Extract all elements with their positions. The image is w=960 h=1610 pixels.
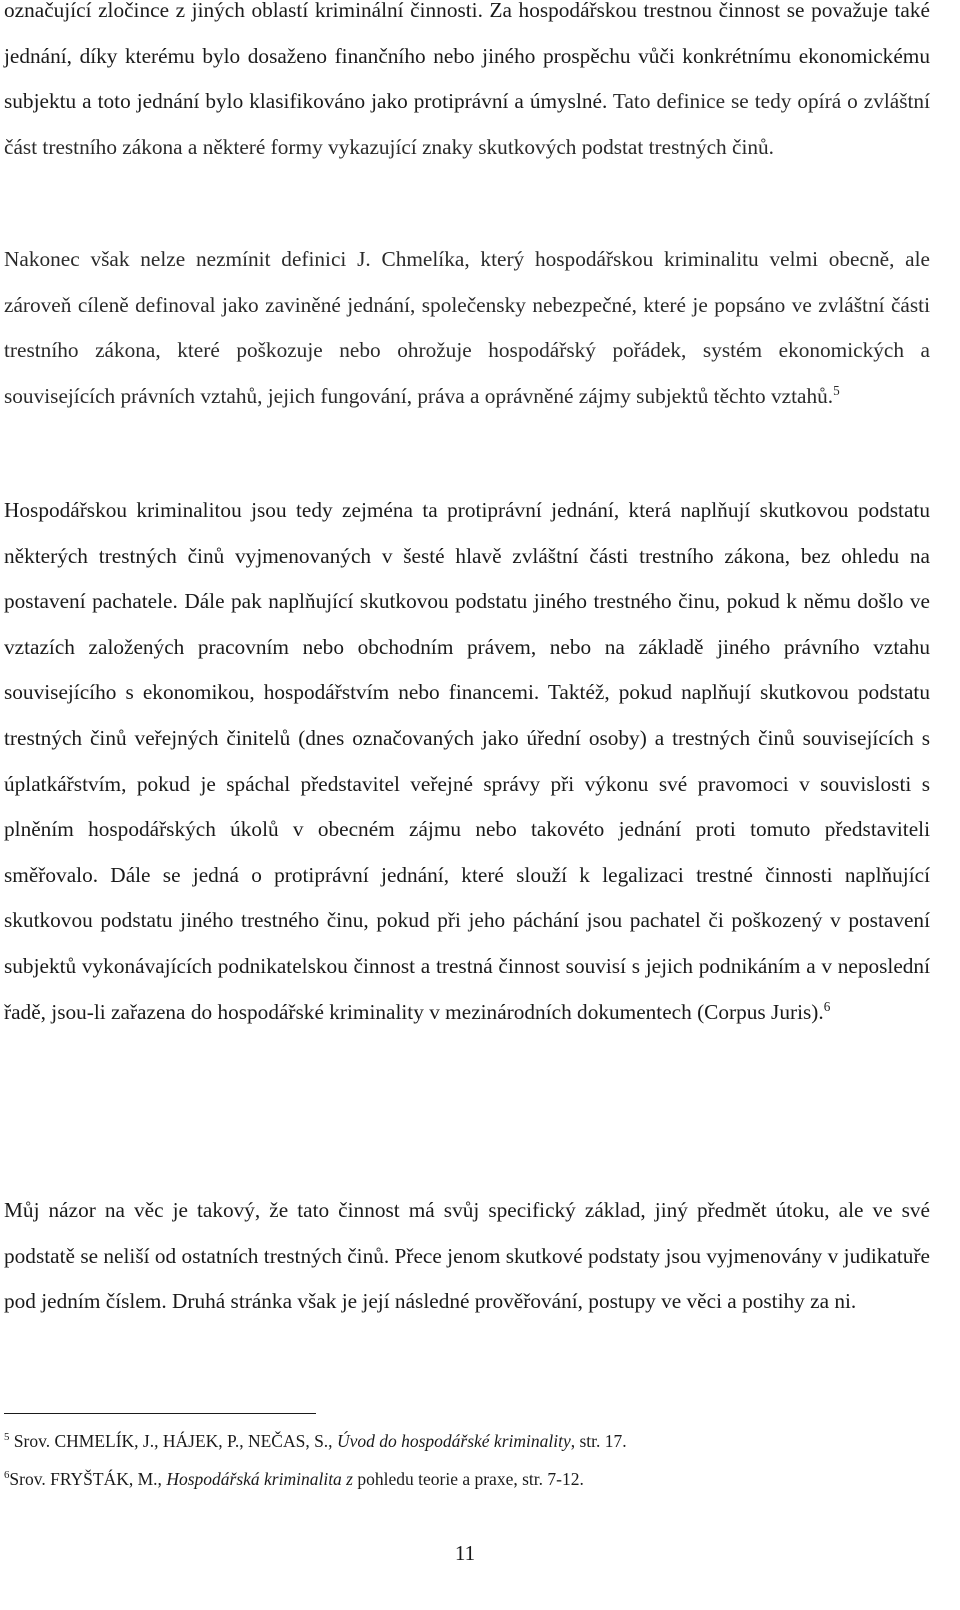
- paragraph-1-definition-text: Tato definice se tedy opírá o zvláštní část trestního zákona a některé formy vykazující znaky skutkových podstat trestných činů.: [4, 89, 931, 159]
- footnote-6-authors: Srov. FRYŠTÁK, M.,: [9, 1469, 167, 1489]
- footnote-5: [4, 1429, 934, 1453]
- paragraph-2: [4, 237, 930, 419]
- paragraph-3: [4, 488, 930, 1035]
- page-number: 11: [454, 1541, 476, 1565]
- paragraph-3-text: Hospodářskou kriminalitou jsou tedy zejména ta protiprávní jednání, která naplňují skutkovou podstatu některých trestných činů vyjmenovaných v šesté hlavě zvláštní části trestního zákona, bez ohledu na postavení pachatele. Dále pak naplňující skutkovou podstatu jiného trestného činu, pokud k němu došlo ve vztazích založených pracovním nebo obchodním právem, nebo na základě jiného právního vztahu souvisejícího s ekonomikou, hospodářstvím nebo financemi. Taktéž, pokud naplňují skutkovou podstatu trestných činů veřejných činitelů (dnes označovaných jako úřední osoby) a trestných činů souvisejících s úplatkářstvím, pokud je spáchal představitel veřejné správy při výkonu své pravomoci v souvislosti s plněním hospodářských úkolů v obecném zájmu nebo takovéto jednání proti tomuto představiteli směřovalo. Dále se jedná o protiprávní jednání, které slouží k legalizaci trestné činnosti naplňující skutkovou podstatu jiného trestného činu, pokud při jeho páchání jsou pachatel či poškozený v postavení subjektů vykonávajících podnikatelskou činnost a trestná činnost souvisí s jejich podnikáním a v neposlední řadě, jsou-li zařazena do hospodářské kriminality v mezinárodních dokumentech (Corpus Juris).: [4, 498, 930, 1024]
- footnote-6-number: 6: [4, 1469, 10, 1482]
- footnote-5-authors: Srov. CHMELÍK, J., HÁJEK, P., NEČAS, S.,: [13, 1431, 337, 1451]
- paragraph-4-text: Můj názor na věc je takový, že tato činnost má svůj specifický základ, jiný předmět útoku, ale ve své podstatě se neliší od ostatních trestných činů. Přece jenom skutkové podstaty jsou vyjmenovány v judikatuře pod jedním číslem. Druhá stránka však je její následné prověřování, postupy ve věci a postihy za ni.: [4, 1198, 930, 1314]
- footnote-5-number: 5: [4, 1431, 10, 1444]
- footnote-ref-5: 5: [833, 382, 840, 398]
- paragraph-2-text: Nakonec však nelze nezmínit definici J. Chmelíka, který hospodářskou kriminalitu velmi obecně, ale zároveň cíleně definoval jako zaviněné jednání, společensky nebezpečné, které je popsáno ve zvláštní části trestního zákona, které poškozuje nebo ohrožuje hospodářský pořádek, systém ekonomických a souvisejících právních vztahů, jejich fungování, práva a oprávněné zájmy subjektů těchto vztahů.: [4, 247, 930, 408]
- paragraph-4: [4, 1188, 930, 1325]
- paragraph-1: [4, 0, 930, 170]
- footnote-6-rest: pohledu teorie a praxe, str. 7-12.: [353, 1469, 584, 1489]
- footnote-5-title: Úvod do hospodářské kriminality: [336, 1431, 571, 1451]
- footnote-5-rest: , str. 17.: [570, 1431, 627, 1451]
- footnote-6: [4, 1467, 934, 1491]
- footnote-6-title: Hospodářská kriminalita z: [166, 1469, 353, 1489]
- footnote-ref-6: 6: [823, 998, 831, 1014]
- footnote-separator: [4, 1413, 316, 1414]
- paragraph-1-text: označující zločince z jiných oblastí kriminální činnosti. Za hospodářskou trestnou činnost se považuje také jednání, díky kterému bylo dosaženo finančního nebo jiného prospěchu vůči konkrétnímu ekonomickému subjektu a toto jednání bylo klasifikováno jako protiprávní a úmyslné.: [4, 0, 930, 114]
